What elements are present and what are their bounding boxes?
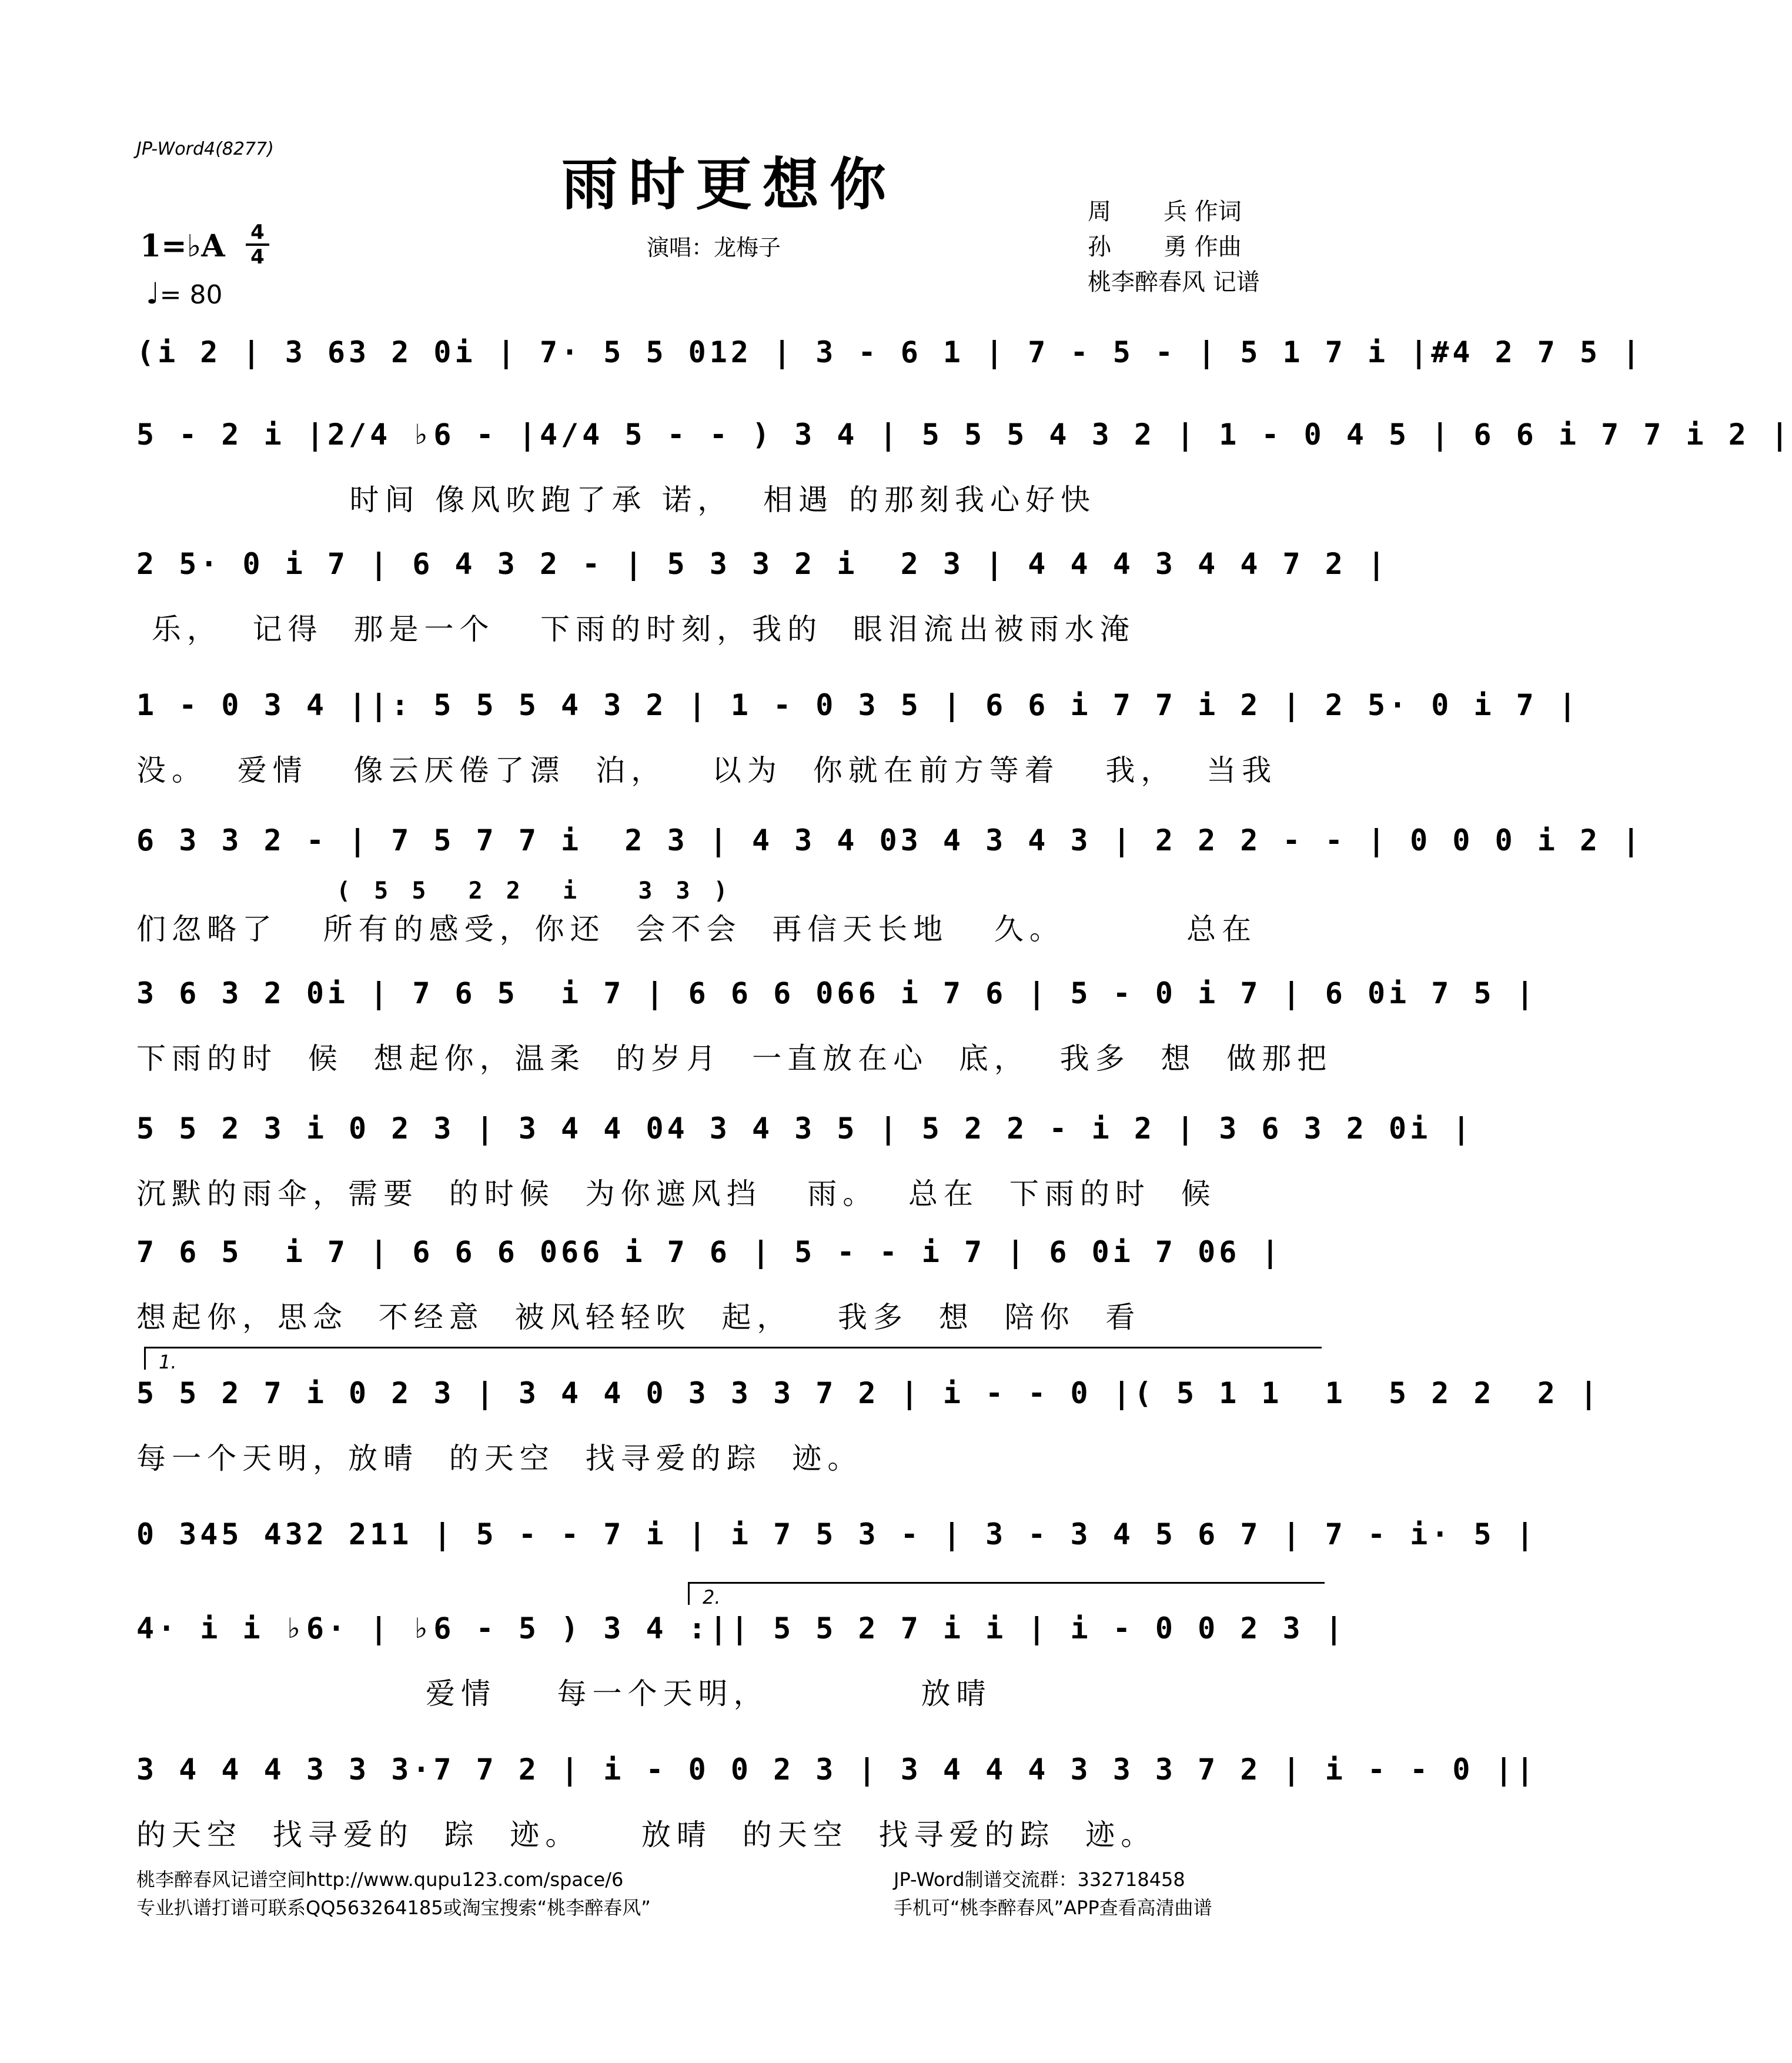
footer-right [894, 1865, 1212, 1922]
time-sig-bottom: 4 [250, 245, 265, 269]
key-signature: 1=♭A [140, 228, 225, 264]
lyrics-row: 爱情 每一个天明， 放晴 [136, 1677, 992, 1711]
notation-row: 0 345 432 211 | 5 - - 7 i | i 7 5 3 - | 3 - 3 4 5 6 7 | 7 - i· 5 | [136, 1517, 1537, 1551]
notation-row: (i 2 | 3 63 2 0i | 7· 5 5 012 | 3 - 6 1 | 7 - 5 - | 5 1 7 i |#4 2 7 5 | [136, 335, 1644, 369]
volta-bracket-1 [144, 1347, 1322, 1373]
lyrics-row: 想起你，思念 不经意 被风轻轻吹 起， 我多 想 陪你 看 [136, 1300, 1141, 1334]
lyrics-row: 们忽略了 所有的感受，你还 会不会 再信天长地 久。 总在 [136, 912, 1258, 946]
volta-bracket-2 [688, 1582, 1325, 1608]
notation-row: 5 5 2 7 i 0 2 3 | 3 4 4 0 3 3 3 7 2 | i - - 0 |( 5 1 1 1 5 2 2 2 | [136, 1376, 1602, 1410]
lyrics-row: 沉默的雨伞，需要 的时候 为你遮风挡 雨。 总在 下雨的时 候 [136, 1177, 1216, 1211]
notation-row: 1 - 0 3 4 ||: 5 5 5 4 3 2 | 1 - 0 3 5 | 6 6 i 7 7 i 2 | 2 5· 0 i 7 | [136, 688, 1580, 722]
footer-left [136, 1865, 651, 1922]
lyrics-row: 下雨的时 候 想起你，温柔 的岁月 一直放在心 底， 我多 想 做那把 [136, 1041, 1333, 1076]
notation-row: 3 4 4 4 3 3 3·7 7 2 | i - 0 0 2 3 | 3 4 4 4 3 3 3 7 2 | i - - 0 || [136, 1752, 1537, 1787]
lyrics-row: 每一个天明，放晴 的天空 找寻爱的踪 迹。 [136, 1441, 863, 1476]
notation-row: 2 5· 0 i 7 | 6 4 3 2 - | 5 3 3 2 i 2 3 | 4 4 4 3 4 4 7 2 | [136, 547, 1389, 581]
time-sig-top: 4 [250, 221, 265, 244]
song-title: 雨时更想你 [561, 151, 897, 218]
notation-row: 5 5 2 3 i 0 2 3 | 3 4 4 04 3 4 3 5 | 5 2 2 - i 2 | 3 6 3 2 0i | [136, 1111, 1474, 1146]
notation-row: 3 6 3 2 0i | 7 6 5 i 7 | 6 6 6 066 i 7 6 | 5 - 0 i 7 | 6 0i 7 5 | [136, 976, 1537, 1010]
lyrics-row: 时间 像风吹跑了承 诺， 相遇 的那刻我心好快 [136, 483, 1096, 517]
volta-label: 1. [159, 1351, 177, 1373]
time-signature [246, 222, 269, 267]
lyrics-row: 的天空 找寻爱的 踪 迹。 放晴 的天空 找寻爱的踪 迹。 [136, 1818, 1156, 1852]
singer-credit: 演唱：龙梅子 [647, 235, 781, 261]
footer-app: 手机可“桃李醉春风”APP查看高清曲谱 [894, 1897, 1212, 1919]
notation-row: 6 3 3 2 - | 7 5 7 7 i 2 3 | 4 3 4 03 4 3 4 3 | 2 2 2 - - | 0 0 0 i 2 | [136, 823, 1644, 857]
credits-block [1088, 194, 1260, 300]
tempo-value: = 80 [159, 280, 223, 310]
transcriber-credit: 桃李醉春风 记谱 [1088, 269, 1260, 296]
footer-contact: 专业扒谱打谱可联系QQ563264185或淘宝搜索“桃李醉春风” [136, 1897, 651, 1919]
volta-label: 2. [703, 1586, 721, 1608]
footer-group: JP-Word制谱交流群：332718458 [894, 1868, 1185, 1891]
tempo-marking [146, 276, 222, 311]
composer-credit: 孙 勇 作曲 [1088, 233, 1242, 261]
software-label: JP-Word4(8277) [136, 139, 274, 159]
lyrics-row: 乐， 记得 那是一个 下雨的时刻，我的 眼泪流出被雨水淹 [136, 612, 1135, 646]
lyricist-credit: 周 兵 作词 [1088, 198, 1242, 225]
quarter-note-icon: ♩ [146, 276, 160, 311]
lyrics-row: 没。 爱情 像云厌倦了漂 泊， 以为 你就在前方等着 我， 当我 [136, 753, 1278, 787]
notation-row: 4· i i ♭6· | ♭6 - 5 ) 3 4 :|| 5 5 2 7 i i | i - 0 0 2 3 | [136, 1611, 1346, 1645]
notation-row: 5 - 2 i |2/4 ♭6 - |4/4 5 - - ) 3 4 | 5 5 5 4 3 2 | 1 - 0 4 5 | 6 6 i 7 7 i 2 | [136, 418, 1792, 452]
notation-row: 7 6 5 i 7 | 6 6 6 066 i 7 6 | 5 - - i 7 | 6 0i 7 06 | [136, 1235, 1283, 1269]
alternate-notation: ( 5 5 2 2 i 3 3 ) [336, 877, 733, 904]
footer-website: 桃李醉春风记谱空间http://www.qupu123.com/space/6 [136, 1868, 624, 1891]
